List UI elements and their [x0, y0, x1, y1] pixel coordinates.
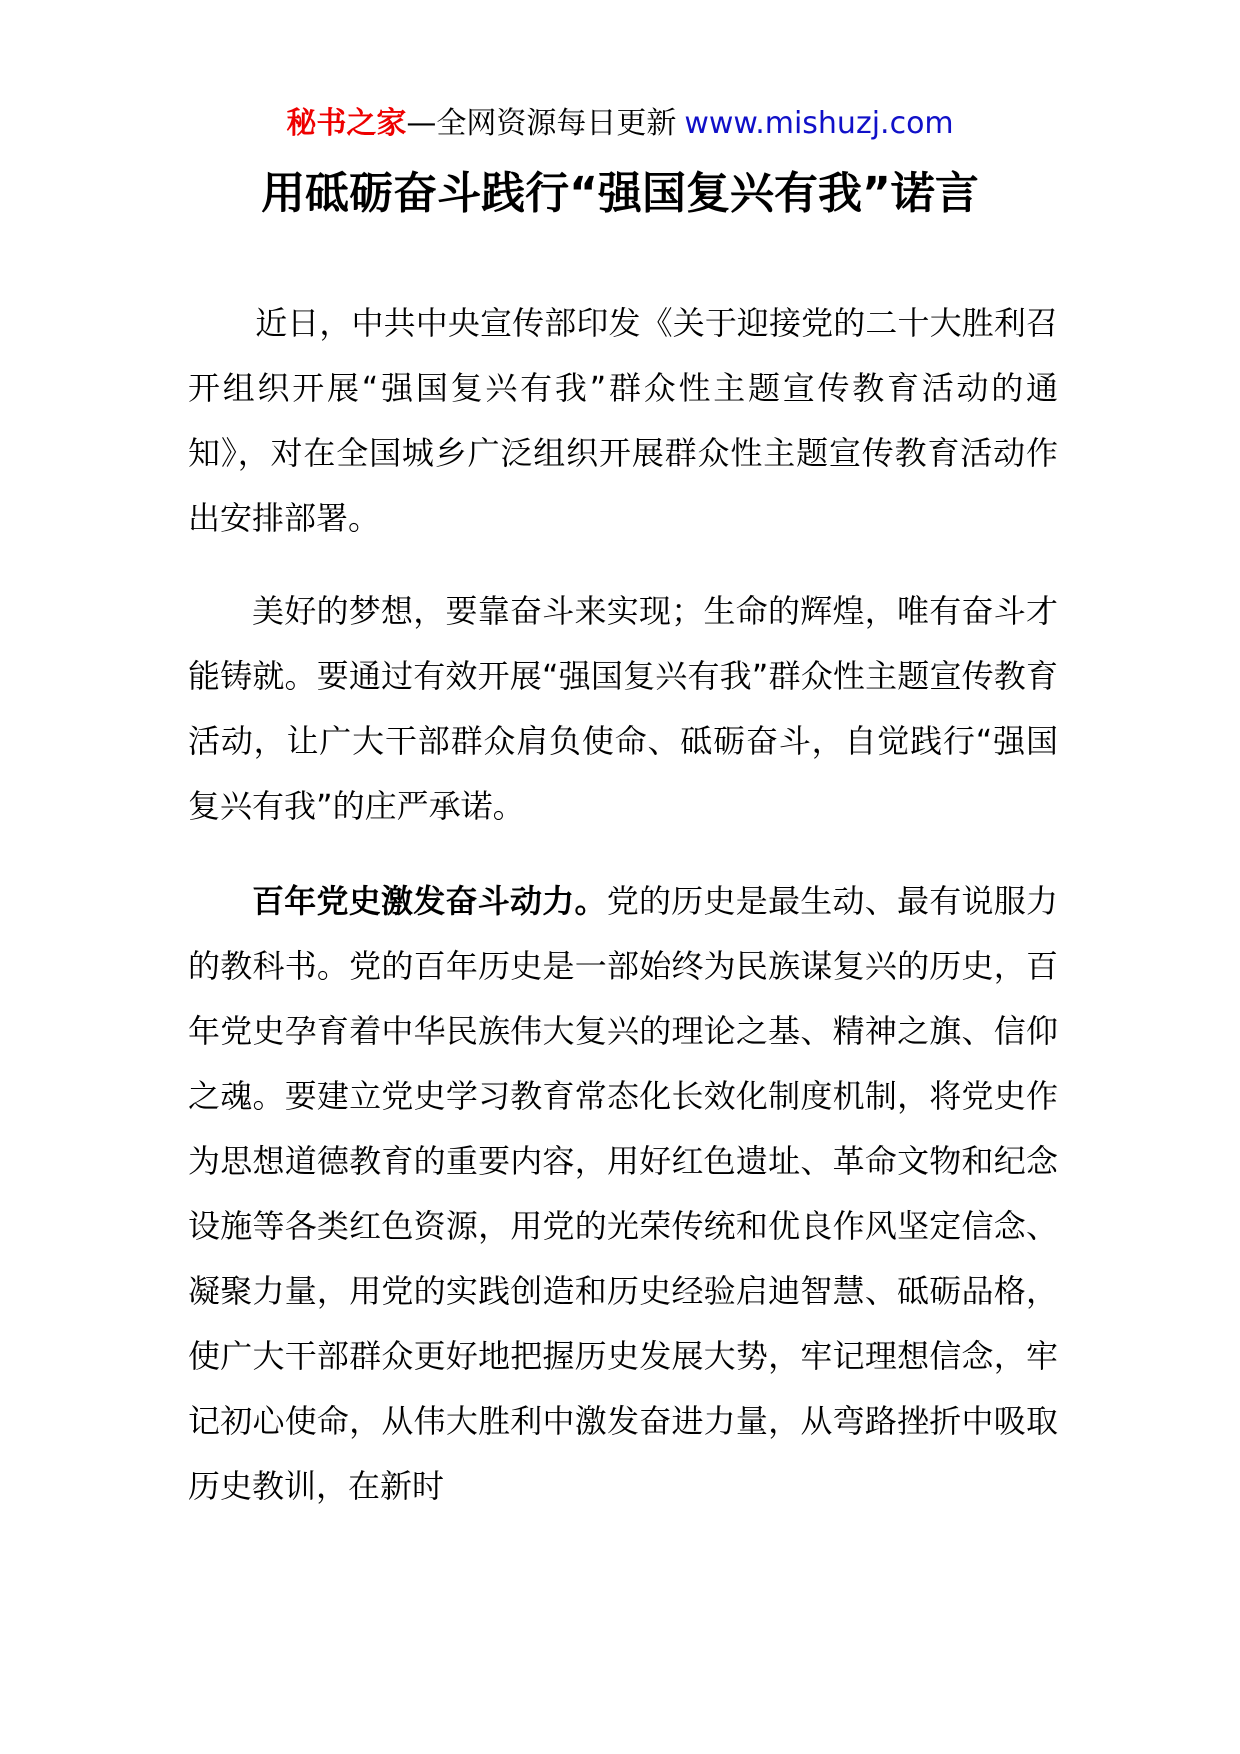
site-url-link[interactable]: www.mishuzj.com: [684, 106, 954, 141]
site-banner: [0, 104, 1240, 144]
section-heading: 百年党史激发奋斗动力。: [252, 882, 607, 920]
paragraph-3-text: 党的历史是最生动、最有说服力的教科书。党的百年历史是一部始终为民族谋复兴的历史，百年党史孕育着中华民族伟大复兴的理论之基、精神之旗、信仰之魂。要建立党史学习教育常态化长效化制度机制，将党史作为思想道德教育的重要内容，用好红色遗址、革命文物和纪念设施等各类红色资源，用党的光荣传统和优良作风坚定信念、凝聚力量，用党的实践创造和历史经验启迪智慧、砥砺品格，使广大干部群众更好地把握历史发展大势，牢记理想信念，牢记初心使命，从伟大胜利中激发奋进力量，从弯路挫折中吸取历史教训，在新时: [188, 882, 1058, 1505]
document-body: [188, 291, 1058, 1519]
paragraph-3: [188, 869, 1058, 1519]
paragraph-2: 美好的梦想，要靠奋斗来实现；生命的辉煌，唯有奋斗才能铸就。要通过有效开展“强国复兴有我”群众性主题宣传教育活动，让广大干部群众肩负使命、砥砺奋斗，自觉践行“强国复兴有我”的庄严承诺。: [188, 592, 1058, 825]
banner-tagline: —全网资源每日更新: [406, 106, 677, 141]
brand-name: 秘书之家: [286, 106, 407, 141]
paragraph-1: 近日，中共中央宣传部印发《关于迎接党的二十大胜利召开组织开展“强国复兴有我”群众性主题宣传教育活动的通知》，对在全国城乡广泛组织开展群众性主题宣传教育活动作出安排部署。: [188, 304, 1058, 537]
document-title: 用砥砺奋斗践行“强国复兴有我”诺言: [261, 168, 979, 219]
